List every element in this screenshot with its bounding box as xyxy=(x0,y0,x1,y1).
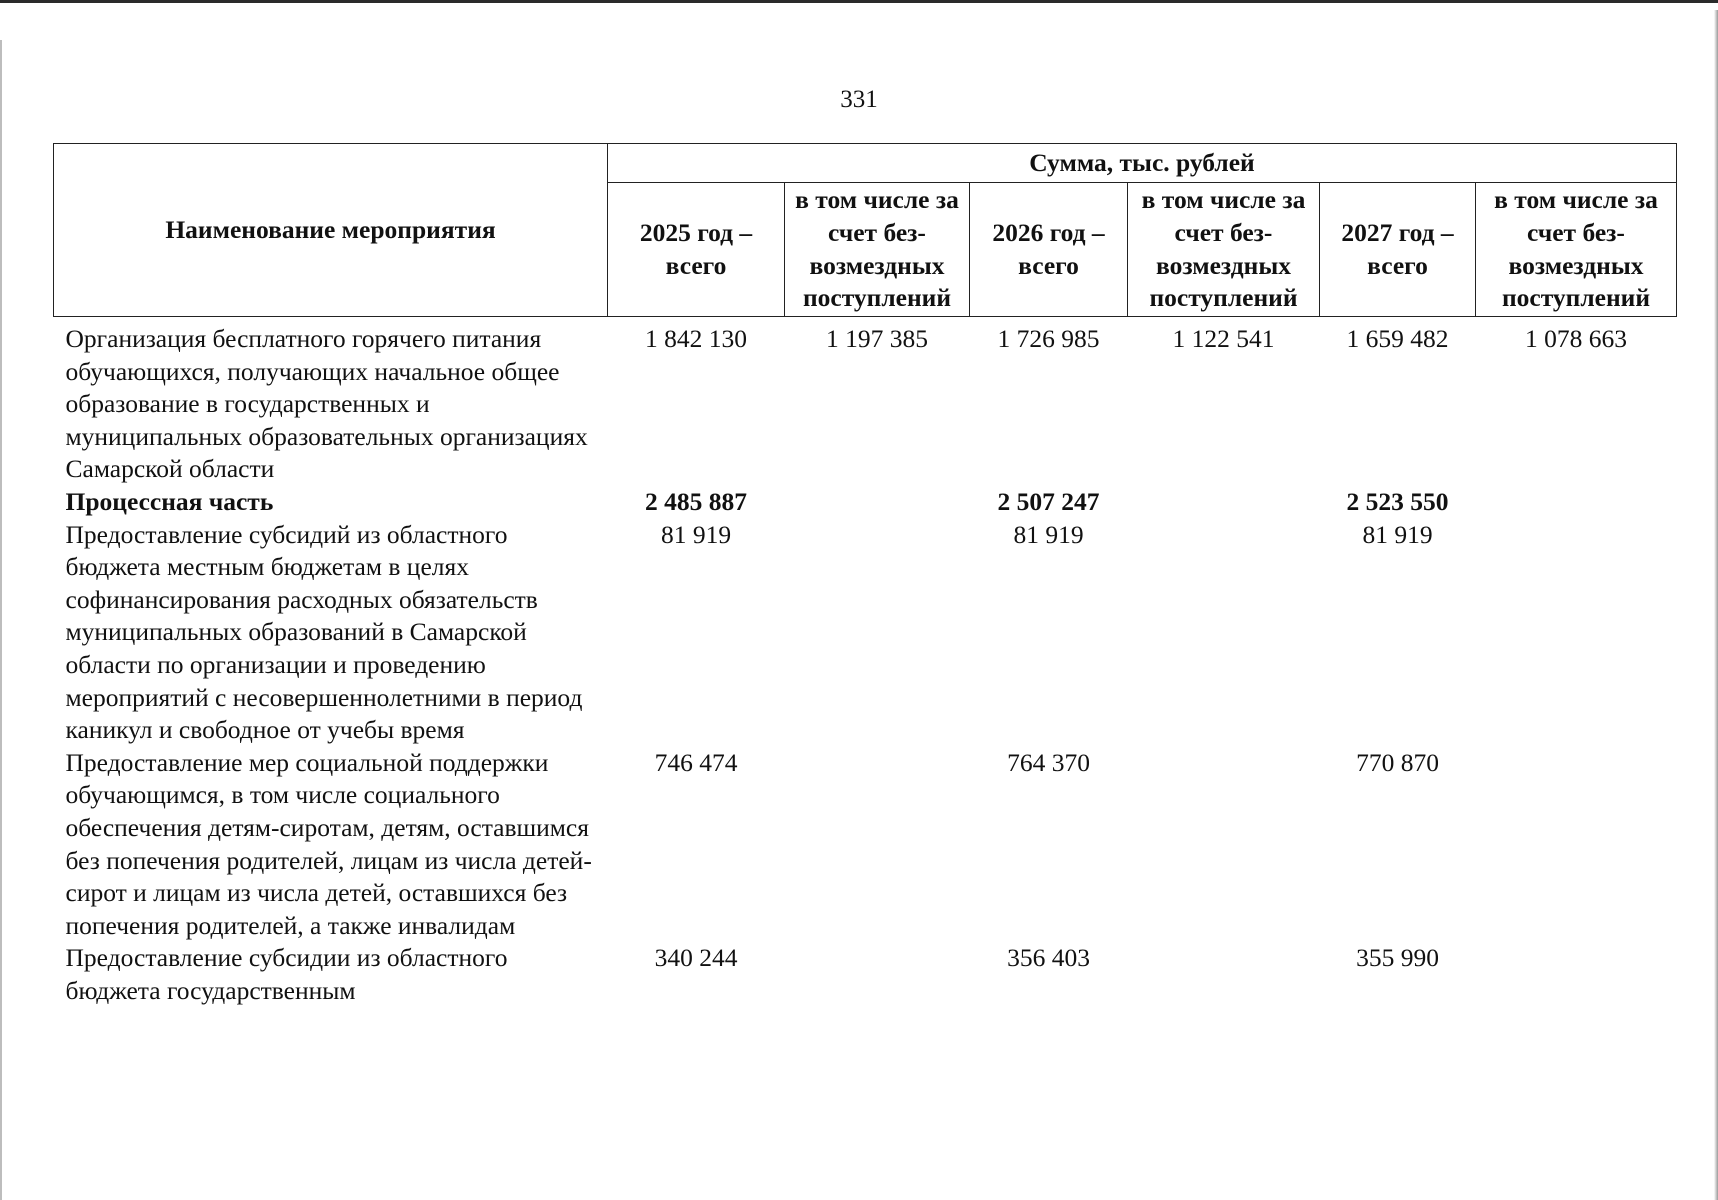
page-number: 331 xyxy=(840,86,878,113)
scan-top-edge xyxy=(0,0,1718,3)
value-2026-grants xyxy=(1128,747,1320,943)
value-2025-total: 746 474 xyxy=(654,747,738,777)
header-2027-total: 2027 год – всего xyxy=(1320,183,1476,317)
table-header xyxy=(54,144,1677,317)
header-sum-group: Сумма, тыс. рублей xyxy=(608,144,1677,183)
value-2025-total: 340 244 xyxy=(654,943,738,973)
value-2026-grants: 1 122 541 xyxy=(1172,324,1275,353)
value-2026-total: 2 507 247 xyxy=(997,486,1100,516)
table-row-process-section xyxy=(54,486,1677,519)
row-name-cell: Предоставление субсидий из областного бюджета местным бюджетам в целях софинансирования расходных обязательств муниципальных образований в Самарской области по организации и проведению мероприятий с несовершеннолетними в период каникул и свободное от учебы время xyxy=(65,519,583,745)
value-2025-total: 1 842 130 xyxy=(645,324,747,353)
budget-table xyxy=(53,143,1677,1007)
value-2025-total: 81 919 xyxy=(660,519,732,549)
table-row xyxy=(54,747,1677,943)
row-name-cell: Предоставление мер социальной поддержки обучающимся, в том числе социального обеспечения детям-сиротам, детям, оставшимся без попечения родителей, лицам из числа детей-сирот и лицам из числа детей, оставшихся без попечения родителей, а также инвалидам xyxy=(65,747,592,940)
header-name-column: Наименование мероприятия xyxy=(54,144,608,317)
header-row-group xyxy=(54,144,1677,183)
header-2026-grants: в том числе за счет без-возмездных поступлений xyxy=(1128,183,1320,317)
value-2027-grants xyxy=(1476,747,1677,943)
value-2025-grants xyxy=(785,942,970,1007)
header-2027-grants: в том числе за счет без-возмездных поступлений xyxy=(1476,183,1677,317)
value-2025-total: 2 485 887 xyxy=(645,486,747,516)
header-2025-total: 2025 год – всего xyxy=(608,183,785,317)
row-name-cell: Предоставление субсидии из областного бюджета государственным xyxy=(65,943,508,1005)
value-2027-total: 355 990 xyxy=(1356,943,1439,973)
value-2026-grants xyxy=(1128,942,1320,1007)
value-2025-grants xyxy=(785,519,970,747)
value-2026-total: 81 919 xyxy=(1013,519,1084,549)
value-2027-grants: 1 078 663 xyxy=(1525,324,1627,353)
value-2027-total: 81 919 xyxy=(1362,519,1433,549)
value-2027-grants xyxy=(1476,942,1677,1007)
value-2027-total: 770 870 xyxy=(1356,747,1439,777)
value-2027-grants xyxy=(1476,519,1677,747)
value-2026-grants xyxy=(1128,519,1320,747)
header-2026-total: 2026 год – всего xyxy=(970,183,1128,317)
scan-right-edge xyxy=(1714,10,1718,1200)
row-name-cell: Организация бесплатного горячего питания обучающихся, получающих начальное общее образование в государственных и муниципальных образовательных организациях Самарской области xyxy=(65,324,588,484)
row-name-cell: Процессная часть xyxy=(65,486,274,516)
table-body xyxy=(54,317,1677,1008)
value-2027-total: 2 523 550 xyxy=(1346,486,1449,516)
table-row xyxy=(54,942,1677,1007)
table-row xyxy=(54,317,1677,486)
value-2027-total: 1 659 482 xyxy=(1346,324,1449,353)
value-2027-grants xyxy=(1476,486,1677,519)
value-2025-grants: 1 197 385 xyxy=(826,324,928,353)
header-2025-grants: в том числе за счет без-возмездных поступлений xyxy=(785,183,970,317)
table-row xyxy=(54,519,1677,747)
scan-left-edge xyxy=(0,40,2,1200)
value-2025-grants xyxy=(785,486,970,519)
value-2026-total: 356 403 xyxy=(1007,943,1090,973)
value-2025-grants xyxy=(785,747,970,943)
value-2026-grants xyxy=(1128,486,1320,519)
value-2026-total: 1 726 985 xyxy=(997,324,1100,353)
value-2026-total: 764 370 xyxy=(1007,747,1090,777)
